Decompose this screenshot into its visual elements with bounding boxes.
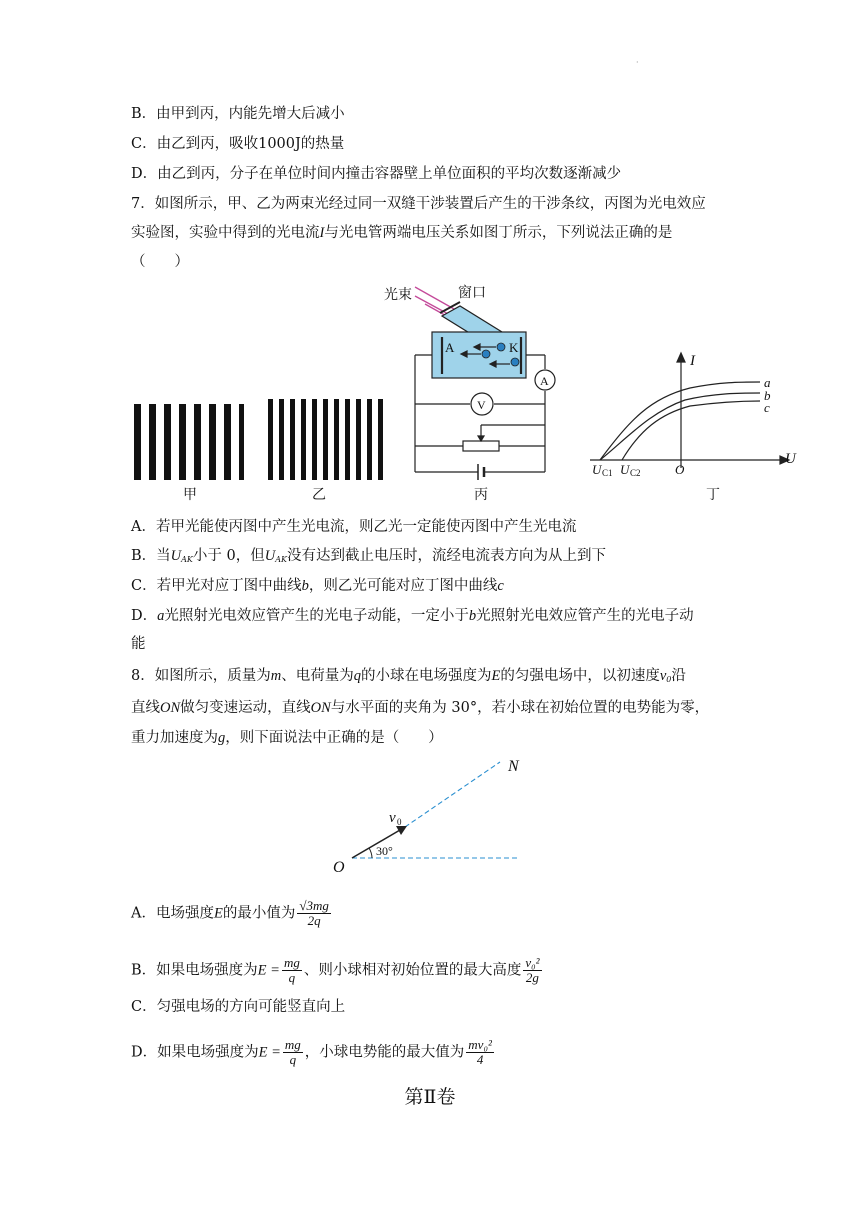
velocity-label: v bbox=[389, 810, 396, 826]
q8-option-c: C．匀强电场的方向可能竖直向上 bbox=[131, 999, 346, 1015]
fraction-num: √3mg bbox=[299, 898, 329, 913]
q7-stem-part: 与光电管两端电压关系如图丁所示，下列说法正确的是 bbox=[324, 225, 673, 241]
curve-label-a: a bbox=[764, 375, 771, 390]
q7-c-part: C．若甲光对应丁图中曲线 bbox=[131, 578, 302, 594]
label-uc1: U bbox=[592, 462, 602, 477]
var-v0-sub: 0 bbox=[666, 675, 672, 684]
q8-stem-line1 bbox=[131, 666, 686, 690]
q6-option-c: C．由乙到丙，吸收1000J的热量 bbox=[131, 136, 345, 152]
var-on: ON bbox=[160, 700, 181, 716]
label-uc2-sub: C2 bbox=[630, 468, 641, 478]
fraction bbox=[282, 956, 302, 985]
q7-stem-line1: 7．如图所示，甲、乙为两束光经过同一双缝干涉装置后产生的干涉条纹，丙图为光电效应 bbox=[131, 196, 706, 212]
q7-c-var: c bbox=[497, 578, 504, 594]
q7-c-part: ，则乙光可能对应丁图中曲线 bbox=[308, 578, 498, 594]
velocity-label-sub: 0 bbox=[397, 817, 402, 827]
fraction bbox=[523, 956, 541, 985]
photoelectric-circuit bbox=[415, 287, 555, 480]
q8-text: 沿 bbox=[671, 668, 686, 684]
q7-current-symbol: I bbox=[319, 225, 325, 241]
fraction-den: q bbox=[288, 970, 296, 985]
q7-d-part: D． bbox=[131, 608, 158, 624]
q8-option-a bbox=[131, 899, 333, 928]
point-n-label: N bbox=[508, 758, 519, 775]
iu-graph bbox=[590, 353, 789, 468]
fringes-jia bbox=[134, 404, 244, 480]
q7-d-part: 光照射光电效应管产生的光电子动能，一定小于 bbox=[164, 608, 469, 624]
label-uc2: U bbox=[620, 462, 630, 477]
curve-b bbox=[600, 393, 760, 460]
q8-d-text: D．如果电场强度为 bbox=[131, 1044, 259, 1061]
q7-option-a: A．若甲光能使丙图中产生光电流，则乙光一定能使丙图中产生光电流 bbox=[131, 519, 577, 535]
label-uc1-sub: C1 bbox=[602, 468, 613, 478]
u-ak-sub: AK bbox=[181, 555, 193, 564]
curve-label-b: b bbox=[764, 388, 771, 403]
q8-b-text: B．如果电场强度为 bbox=[131, 962, 258, 979]
q7-option-c bbox=[131, 576, 504, 596]
q8-text: 的匀强电场中，以初速度 bbox=[500, 668, 660, 684]
q8-b-text: 、则小球相对初始位置的最大高度 bbox=[303, 962, 522, 979]
q7-d-part: 光照射光电效应管产生的光电子动 bbox=[476, 608, 694, 624]
label-beam: 光束 bbox=[384, 287, 412, 303]
fraction-den: q bbox=[289, 1052, 297, 1067]
axis-label-u: U bbox=[785, 451, 796, 467]
q6-option-b: B．由甲到丙，内能先增大后减小 bbox=[131, 106, 345, 122]
q7-answer-paren: （ ） bbox=[131, 254, 189, 270]
q7-b-part: 没有达到截止电压时，流经电流表方向为从上到下 bbox=[287, 548, 606, 564]
fringes-yi bbox=[268, 399, 383, 480]
q8-stem-line2 bbox=[131, 698, 709, 718]
q7-c-var: b bbox=[301, 578, 309, 594]
q8-option-d bbox=[131, 1038, 496, 1067]
var-e: E bbox=[213, 905, 223, 922]
equation: E = bbox=[258, 1044, 281, 1061]
u-ak-symbol: U bbox=[264, 548, 276, 564]
equation: E = bbox=[257, 962, 280, 979]
q8-text: 、电荷量为 bbox=[281, 668, 354, 684]
fraction bbox=[283, 1038, 303, 1067]
q7-stem-part: 实验图，实验中得到的光电流 bbox=[131, 225, 320, 241]
q8-d-text: ，小球电势能的最大值为 bbox=[304, 1044, 465, 1061]
voltmeter-symbol: V bbox=[477, 398, 486, 412]
point-o-label: O bbox=[333, 859, 345, 876]
q8-text: ，则下面说法中正确的是（ ） bbox=[225, 730, 443, 746]
label-anode: A bbox=[445, 340, 455, 355]
caption-bing: 丙 bbox=[474, 487, 488, 503]
q8-text: 重力加速度为 bbox=[131, 730, 218, 746]
var-m: m bbox=[270, 668, 282, 684]
q8-text: 与水平面的夹角为 30°，若小球在初始位置的电势能为零， bbox=[330, 700, 710, 716]
var-q: q bbox=[353, 668, 361, 684]
q8-a-text: 的最小值为 bbox=[222, 905, 296, 922]
fraction-den: 2q bbox=[307, 913, 321, 928]
u-ak-sub: AK bbox=[275, 555, 287, 564]
fraction-num: mg bbox=[284, 1037, 301, 1052]
q6-option-d: D．由乙到丙，分子在单位时间内撞击容器壁上单位面积的平均次数逐渐减少 bbox=[131, 166, 622, 182]
u-ak-symbol: U bbox=[170, 548, 182, 564]
caption-ding: 丁 bbox=[706, 487, 720, 503]
axis-label-i: I bbox=[690, 353, 695, 369]
curve-label-c: c bbox=[764, 400, 770, 415]
q8-a-text: A．电场强度 bbox=[131, 905, 214, 922]
var-g: g bbox=[218, 730, 226, 746]
q7-option-d bbox=[131, 606, 694, 626]
section-title: 第Ⅱ卷 bbox=[404, 1086, 456, 1108]
fraction-den: 4 bbox=[476, 1052, 484, 1067]
angle-label: 30° bbox=[376, 844, 393, 858]
q7-option-d-cont: 能 bbox=[131, 636, 146, 652]
q8-text: 8．如图所示，质量为 bbox=[131, 668, 271, 684]
q7-b-part: 小于 0，但 bbox=[192, 548, 265, 564]
q7-d-var: b bbox=[468, 608, 477, 624]
corner-mark: · bbox=[636, 58, 639, 67]
q8-text: 的小球在电场强度为 bbox=[360, 668, 492, 684]
fraction-num: mv₀² bbox=[468, 1037, 492, 1052]
fraction-num: v₀² bbox=[525, 955, 540, 970]
label-cathode: K bbox=[509, 340, 519, 355]
q8-text: 做匀变速运动，直线 bbox=[180, 700, 311, 716]
ammeter-symbol: A bbox=[540, 374, 549, 388]
q8-text: 直线 bbox=[131, 700, 160, 716]
q7-option-b bbox=[131, 546, 606, 570]
q8-option-b bbox=[131, 956, 544, 985]
label-window: 窗口 bbox=[458, 285, 486, 301]
curve-c bbox=[622, 401, 760, 460]
q8-stem-line3 bbox=[131, 728, 443, 748]
fraction bbox=[466, 1038, 494, 1067]
var-v0: v bbox=[659, 668, 667, 684]
q7-d-var: a bbox=[157, 608, 165, 624]
fraction-num: mg bbox=[283, 955, 300, 970]
fraction bbox=[297, 899, 331, 928]
fraction-den: 2g bbox=[525, 970, 539, 985]
var-e: E bbox=[491, 668, 501, 684]
var-on: ON bbox=[310, 700, 331, 716]
origin-label: O bbox=[675, 462, 685, 477]
q7-b-part: B．当 bbox=[131, 548, 171, 564]
caption-jia: 甲 bbox=[183, 487, 197, 503]
caption-yi: 乙 bbox=[312, 487, 326, 503]
